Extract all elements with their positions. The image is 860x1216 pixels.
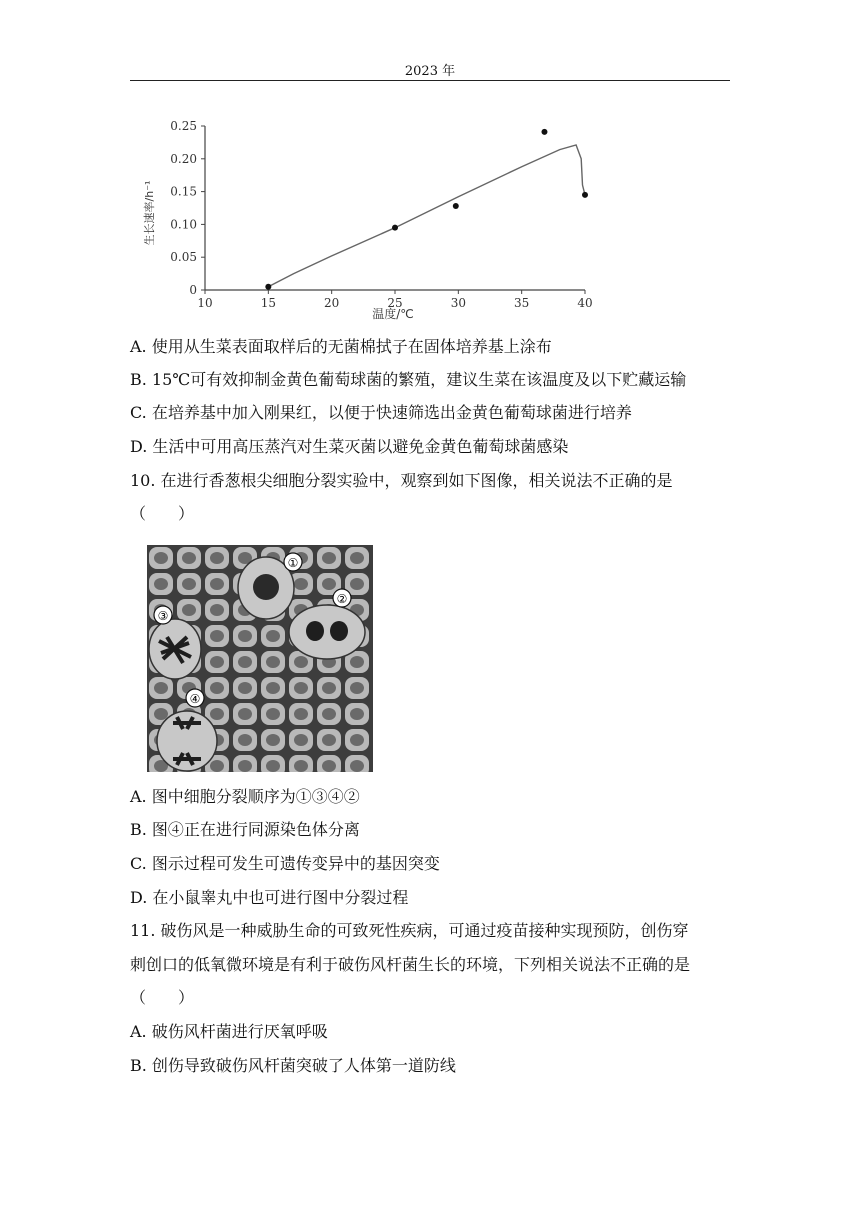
cell-label-3: ③ xyxy=(157,609,169,623)
q10-stem: 10. 在进行香葱根尖细胞分裂实验中，观察到如下图像，相关说法不正确的是 xyxy=(130,471,673,490)
x-tick-label: 10 xyxy=(197,296,213,310)
header-rule xyxy=(130,80,730,81)
q10-option-d: D. 在小鼠睾丸中也可进行图中分裂过程 xyxy=(130,888,409,907)
data-point xyxy=(453,203,459,209)
x-tick-label: 30 xyxy=(450,296,466,310)
q10-option-a: A. 图中细胞分裂顺序为①③④② xyxy=(130,787,360,806)
x-tick-label: 25 xyxy=(387,296,403,310)
data-point xyxy=(582,192,588,198)
y-tick-label: 0.15 xyxy=(170,184,197,199)
x-axis-label: 温度/℃ xyxy=(372,307,414,321)
x-tick-label: 20 xyxy=(324,296,340,310)
q11-bracket: （ ） xyxy=(130,988,195,1007)
q9-option-b: B. 15℃可有效抑制金黄色葡萄球菌的繁殖，建议生菜在该温度及以下贮藏运输 xyxy=(130,370,687,389)
y-tick-label: 0.20 xyxy=(170,151,197,166)
growth-curve xyxy=(268,145,585,287)
x-tick-label: 15 xyxy=(260,296,276,310)
q10-bracket: （ ） xyxy=(130,504,195,523)
root-tip-micrograph xyxy=(147,545,373,772)
q10-option-c: C. 图示过程可发生可遗传变异中的基因突变 xyxy=(130,854,440,873)
cell-label-2: ② xyxy=(336,592,348,606)
q10-option-b: B. 图④正在进行同源染色体分离 xyxy=(130,820,360,839)
q11-stem-line1: 11. 破伤风是一种威胁生命的可致死性疾病，可通过疫苗接种实现预防，创伤穿 xyxy=(130,921,689,940)
page-header: 2023 年 xyxy=(404,64,456,79)
y-axis-label: 生长速率/h⁻¹ xyxy=(143,180,156,246)
data-point xyxy=(265,284,271,290)
x-tick-label: 35 xyxy=(514,296,530,310)
y-tick-label: 0.10 xyxy=(170,217,197,232)
q9-option-d: D. 生活中可用高压蒸汽对生菜灭菌以避免金黄色葡萄球菌感染 xyxy=(130,437,569,456)
data-point xyxy=(541,129,547,135)
q11-option-b: B. 创伤导致破伤风杆菌突破了人体第一道防线 xyxy=(130,1056,456,1075)
q11-stem-line2: 刺创口的低氧微环境是有利于破伤风杆菌生长的环境，下列相关说法不正确的是 xyxy=(130,955,691,974)
cell-label-4: ④ xyxy=(189,692,201,706)
q9-option-c: C. 在培养基中加入刚果红，以便于快速筛选出金黄色葡萄球菌进行培养 xyxy=(130,403,632,422)
y-tick-label: 0.05 xyxy=(170,250,197,265)
growth-rate-chart xyxy=(143,118,595,323)
data-point xyxy=(392,225,398,231)
q11-option-a: A. 破伤风杆菌进行厌氧呼吸 xyxy=(130,1022,328,1041)
q9-option-a: A. 使用从生菜表面取样后的无菌棉拭子在固体培养基上涂布 xyxy=(130,337,552,356)
x-tick-label: 40 xyxy=(577,296,593,310)
y-tick-label: 0 xyxy=(189,283,197,297)
cell-label-1: ① xyxy=(287,556,299,570)
y-tick-label: 0.25 xyxy=(170,119,197,133)
